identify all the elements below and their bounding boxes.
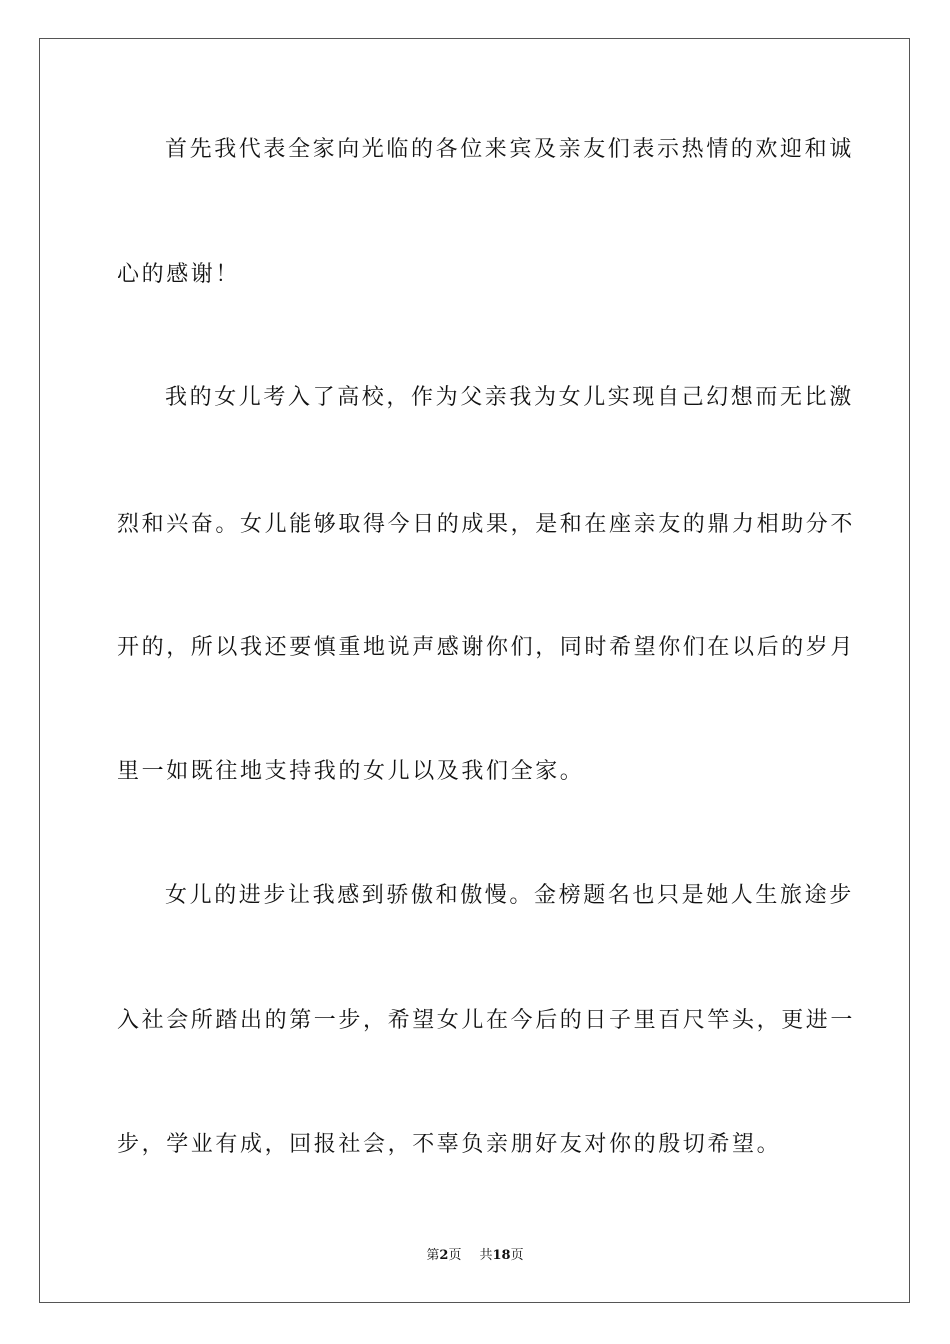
paragraph-3-line-3: 步，学业有成，回报社会，不辜负亲朋好友对你的殷切希望。	[117, 1132, 782, 1157]
footer-page-prefix: 第	[426, 1248, 440, 1263]
paragraph-1-line-1: 首先我代表全家向光临的各位来宾及亲友们表示热情的欢迎和诚	[165, 137, 854, 162]
paragraph-3-line-1: 女儿的进步让我感到骄傲和傲慢。金榜题名也只是她人生旅途步	[165, 883, 854, 908]
paragraph-2-line-4: 里一如既往地支持我的女儿以及我们全家。	[117, 759, 585, 784]
footer-page-suffix: 页	[448, 1248, 462, 1263]
footer-total-prefix: 共	[479, 1248, 493, 1263]
paragraph-3-line-2: 入社会所踏出的第一步，希望女儿在今后的日子里百尺竿头，更进一	[117, 1008, 856, 1033]
paragraph-2-line-3: 开的，所以我还要慎重地说声感谢你们，同时希望你们在以后的岁月	[117, 635, 856, 660]
footer-total-suffix: 页	[510, 1248, 524, 1263]
paragraph-1-line-2: 心的感谢！	[117, 262, 241, 287]
page-border	[39, 38, 910, 1303]
footer-page-number: 2	[439, 1248, 449, 1263]
paragraph-2-line-2: 烈和兴奋。女儿能够取得今日的成果，是和在座亲友的鼎力相助分不	[117, 512, 856, 537]
paragraph-2-line-1: 我的女儿考入了高校，作为父亲我为女儿实现自己幻想而无比激	[165, 385, 854, 410]
footer-total-pages: 18	[492, 1248, 511, 1263]
page-footer	[0, 1248, 950, 1264]
